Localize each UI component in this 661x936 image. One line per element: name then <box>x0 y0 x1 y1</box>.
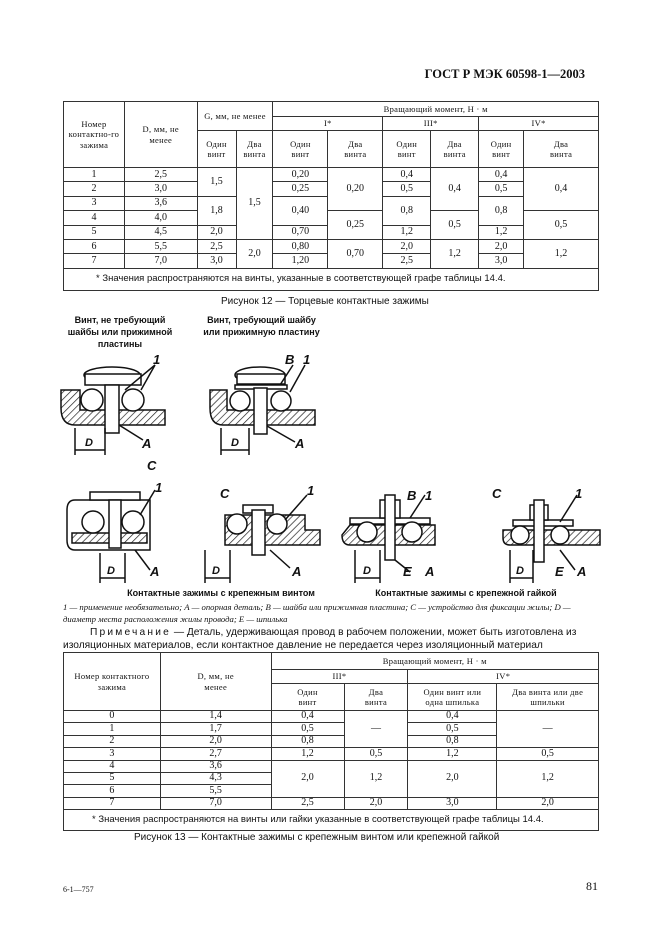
cell: 1,7 <box>160 723 271 735</box>
mark-A: A <box>142 436 152 451</box>
table-row <box>64 760 599 772</box>
cell: 7 <box>64 797 161 809</box>
note-text: — Деталь, удерживающая провод в рабочем положении, может быть изготовлена из изоляционных материалов, если контактное давление не передается через изоляционный материал <box>63 627 577 651</box>
cell: 4 <box>64 211 125 225</box>
figure-13-caption: Рисунок 13 — Контактные зажимы с крепежным винтом или крепежной гайкой <box>134 832 500 843</box>
cell: 4,0 <box>124 211 197 225</box>
col-header-number: Номер контактно-го зажима <box>64 102 125 168</box>
cell: 0,4 <box>524 168 599 211</box>
cell: 5 <box>64 772 161 784</box>
cell: 1,20 <box>273 254 328 268</box>
cell: 3 <box>64 748 161 760</box>
table-row <box>64 748 599 760</box>
cell: 2,0 <box>408 760 497 797</box>
col-header-III: III* <box>271 670 408 684</box>
cell: 3,0 <box>124 182 197 196</box>
label-no-washer: Винт, не требующий шайбы или прижимной пластины <box>67 315 173 349</box>
cell: 5,5 <box>160 785 271 797</box>
cell: 1,2 <box>344 760 408 797</box>
cell: 0,4 <box>383 168 431 182</box>
cell: 5,5 <box>124 239 197 253</box>
col-header-d: D, мм, не менее <box>160 653 271 711</box>
figure-note <box>63 626 599 652</box>
cell: 3,6 <box>160 760 271 772</box>
cell: 1,2 <box>271 748 344 760</box>
mark-1: 1 <box>155 480 163 495</box>
cell: 1,5 <box>197 168 236 197</box>
cell: 2,5 <box>197 239 236 253</box>
cell: 1,5 <box>236 168 273 240</box>
cell: 0 <box>64 711 161 723</box>
cell: 1,8 <box>197 196 236 225</box>
col-header-III-two: Два винта <box>344 684 408 711</box>
document-header: ГОСТ Р МЭК 60598-1—2003 <box>424 67 585 81</box>
mark-D: D <box>363 565 371 577</box>
figure-legend: 1 — применение необязательно; A — опорная деталь; B — шайба или прижимная пластина; C — устройство для фиксации жилы; D — диаметр места расположения жилы провода; E — шпилька <box>63 602 571 624</box>
col-header-d: D, мм, не менее <box>124 102 197 168</box>
col-header-I-two: Два винта <box>328 131 383 168</box>
mark-A: A <box>292 564 302 579</box>
cell: 0,5 <box>497 748 599 760</box>
col-header-I: I* <box>273 117 383 131</box>
mark-E: E <box>555 564 564 579</box>
col-header-III: III* <box>383 117 479 131</box>
cell: 1,2 <box>479 225 524 239</box>
mark-1: 1 <box>303 352 311 367</box>
cell: 4,3 <box>160 772 271 784</box>
cell: 0,4 <box>271 711 344 723</box>
print-code: 6-1—757 <box>63 885 94 894</box>
cell: 0,8 <box>408 735 497 747</box>
cell: 1 <box>64 723 161 735</box>
cell: 3,0 <box>408 797 497 809</box>
col-header-I-one: Один винт <box>273 131 328 168</box>
mark-1: 1 <box>575 486 583 501</box>
cell: 0,20 <box>328 168 383 211</box>
mark-D: D <box>516 565 524 577</box>
col-header-IV: IV* <box>408 670 599 684</box>
mark-D: D <box>231 437 239 449</box>
cell: 0,4 <box>431 168 479 211</box>
cell: 3 <box>64 196 125 210</box>
cell: 0,5 <box>344 748 408 760</box>
cell: 3,0 <box>197 254 236 268</box>
cell: 0,5 <box>271 723 344 735</box>
cell: 7,0 <box>160 797 271 809</box>
table-footnote: * Значения распространяются на винты, указанные в соответствующей графе таблицы 14.4. <box>64 268 599 290</box>
cell: 3,6 <box>124 196 197 210</box>
mark-A: A <box>150 564 160 579</box>
cell: 0,70 <box>273 225 328 239</box>
drawing-screw-clamp-2 <box>205 495 320 583</box>
mark-D: D <box>107 565 115 577</box>
cell: 0,70 <box>328 239 383 268</box>
col-header-III-two: Два винта <box>431 131 479 168</box>
mark-A: A <box>425 564 435 579</box>
cell: 2,0 <box>497 797 599 809</box>
drawing-nut-clamp-1 <box>342 495 435 583</box>
table-row <box>64 711 599 723</box>
cell: 2 <box>64 182 125 196</box>
torque-table-fig13 <box>63 652 599 831</box>
col-header-number: Номер контактного зажима <box>64 653 161 711</box>
mark-B: B <box>285 352 295 367</box>
mark-D: D <box>85 437 93 449</box>
note-prefix: Примечание <box>90 627 171 638</box>
cell: 0,8 <box>271 735 344 747</box>
label-nut-clamps: Контактные зажимы с крепежной гайкой <box>375 588 557 598</box>
cell: — <box>344 711 408 748</box>
table-footnote: * Значения распространяются на винты или гайки указанные в соответствующей графе таблицы 14.4. <box>64 810 599 830</box>
col-header-III-one: Один винт <box>383 131 431 168</box>
cell: 2,7 <box>160 748 271 760</box>
cell: 0,5 <box>431 211 479 240</box>
cell: 2,0 <box>236 239 273 268</box>
figure-12-caption: Рисунок 12 — Торцевые контактные зажимы <box>221 296 429 307</box>
cell: 2,0 <box>383 239 431 253</box>
cell: 6 <box>64 239 125 253</box>
cell: 0,5 <box>479 182 524 196</box>
cell: 0,25 <box>273 182 328 196</box>
cell: 0,4 <box>408 711 497 723</box>
mark-B: B <box>407 488 417 503</box>
mark-D: D <box>212 565 220 577</box>
cell: 5 <box>64 225 125 239</box>
cell: 0,5 <box>524 211 599 240</box>
cell: 2,0 <box>479 239 524 253</box>
col-header-IV: IV* <box>479 117 599 131</box>
cell: 0,8 <box>383 196 431 225</box>
cell: 1,4 <box>160 711 271 723</box>
cell: 0,40 <box>273 196 328 225</box>
col-header-III-one: Один винт <box>271 684 344 711</box>
mark-1: 1 <box>307 483 315 498</box>
cell: 0,5 <box>408 723 497 735</box>
col-header-IV-one: Один винт <box>479 131 524 168</box>
label-screw-clamps: Контактные зажимы с крепежным винтом <box>127 588 315 598</box>
mark-A: A <box>295 436 305 451</box>
table-row <box>64 239 599 253</box>
mark-1: 1 <box>153 352 161 367</box>
cell: 1,2 <box>524 239 599 268</box>
mark-1: 1 <box>425 488 433 503</box>
page-number: 81 <box>586 879 598 893</box>
torque-table-fig12 <box>63 101 599 291</box>
cell: 1,2 <box>497 760 599 797</box>
cell: — <box>497 711 599 748</box>
col-header-g: G, мм, не менее <box>197 102 273 131</box>
cell: 7,0 <box>124 254 197 268</box>
cell: 0,80 <box>273 239 328 253</box>
terminal-drawings <box>55 350 615 588</box>
cell: 3,0 <box>479 254 524 268</box>
cell: 7 <box>64 254 125 268</box>
cell: 2 <box>64 735 161 747</box>
cell: 2,0 <box>271 760 344 797</box>
cell: 1 <box>64 168 125 182</box>
cell: 1,2 <box>408 748 497 760</box>
col-header-torque: Вращающий момент, Н · м <box>273 102 599 117</box>
cell: 4,5 <box>124 225 197 239</box>
cell: 1,2 <box>431 239 479 268</box>
mark-A: A <box>577 564 587 579</box>
cell: 2,5 <box>124 168 197 182</box>
col-header-torque: Вращающий момент, Н · м <box>271 653 598 670</box>
cell: 2,0 <box>160 735 271 747</box>
cell: 0,25 <box>328 211 383 240</box>
cell: 1,2 <box>383 225 431 239</box>
cell: 0,8 <box>479 196 524 225</box>
mark-C: C <box>492 486 502 501</box>
mark-E: E <box>403 564 412 579</box>
cell: 0,4 <box>479 168 524 182</box>
mark-C: C <box>147 458 157 473</box>
col-header-g-two: Два винта <box>236 131 273 168</box>
col-header-IV-two: Два винта <box>524 131 599 168</box>
cell: 0,5 <box>383 182 431 196</box>
table-row <box>64 797 599 809</box>
cell: 2,5 <box>271 797 344 809</box>
col-header-g-one: Один винт <box>197 131 236 168</box>
cell: 4 <box>64 760 161 772</box>
cell: 2,0 <box>197 225 236 239</box>
col-header-IV-two: Два винта или две шпильки <box>497 684 599 711</box>
mark-C: C <box>220 486 230 501</box>
cell: 2,5 <box>383 254 431 268</box>
cell: 0,20 <box>273 168 328 182</box>
cell: 2,0 <box>344 797 408 809</box>
col-header-IV-one: Один винт или одна шпилька <box>408 684 497 711</box>
table-row <box>64 168 599 182</box>
cell: 6 <box>64 785 161 797</box>
label-with-washer: Винт, требующий шайбу или прижимную пластину <box>203 315 320 337</box>
